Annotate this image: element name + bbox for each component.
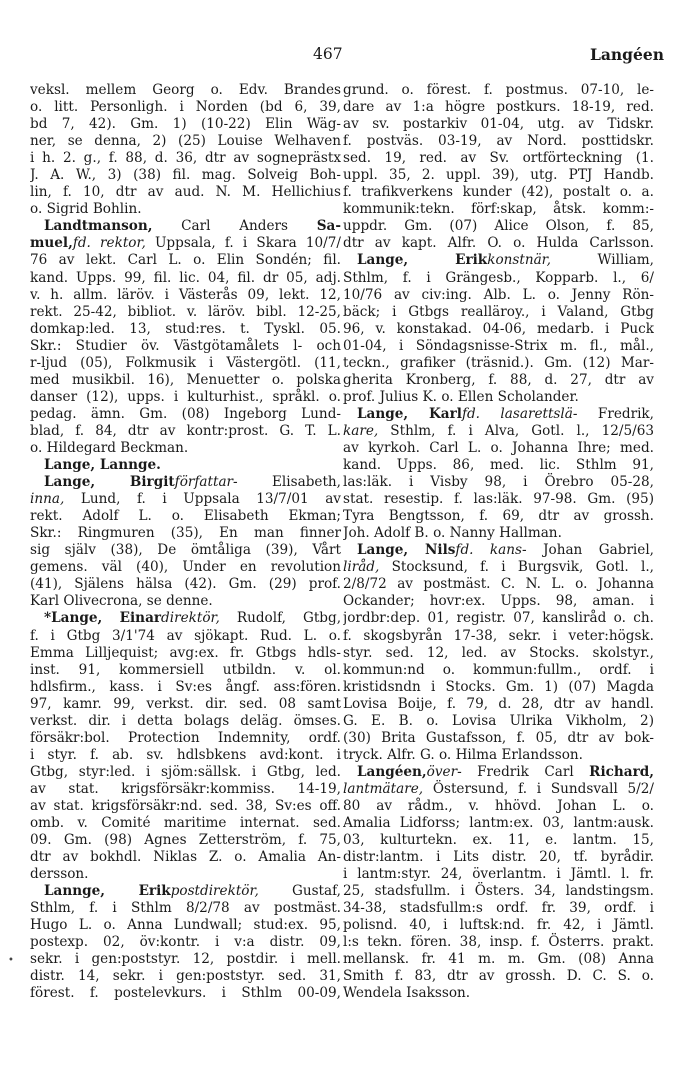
entry-title: liråd, — [343, 559, 380, 576]
text-line — [30, 798, 341, 815]
text-line — [343, 338, 654, 355]
text-line — [343, 628, 654, 645]
text-line — [30, 951, 341, 968]
entry-name: Lannge, Erik — [44, 883, 171, 900]
entry-text: jordbr:dep. 01, registr. 07, kansliråd o. ch. — [343, 610, 654, 627]
text-line — [30, 542, 341, 559]
entry-text: uppdr. Gm. (07) Alice Olson, f. 85, — [343, 218, 654, 235]
text-line — [30, 304, 341, 321]
text-line — [343, 440, 654, 457]
entry-text: Tyra Bengtsson, f. 69, dtr av grossh. — [343, 508, 654, 525]
text-line — [30, 218, 341, 235]
entry-text: distr. 14, sekr. i gen:poststyr. sed. 31, — [30, 968, 341, 985]
text-line — [343, 832, 654, 849]
text-line — [343, 167, 654, 184]
entry-text: Karl Olivecrona, se denne. — [30, 593, 213, 610]
entry-text: (41), Själens hälsa (42). Gm. (29) prof. — [30, 576, 341, 593]
text-line — [30, 201, 341, 218]
text-line — [343, 747, 654, 764]
text-line — [343, 235, 654, 252]
entry-text: (30) Brita Gustafsson, f. 05, dtr av bok- — [343, 729, 654, 746]
entry-text: G. E. B. o. Lovisa Ulrika Vikholm, 2) — [343, 712, 654, 729]
text-line — [30, 116, 341, 133]
text-line — [30, 832, 341, 849]
text-line — [343, 849, 654, 866]
entry-text: Stocksund, f. i Burgsvik, Gotl. l., — [379, 559, 654, 576]
text-line — [343, 525, 654, 542]
entry-text: inst. 91, kommersiell utbildn. v. ol. — [30, 661, 341, 678]
text-line — [343, 713, 654, 730]
entry-text: r-ljud (05), Folkmusik i Västergötl. (11, — [30, 354, 341, 371]
entry-text: gherita Kronberg, f. 88, d. 27, dtr av — [343, 371, 654, 388]
entry-text: 80 av rådm., v. hhövd. Johan L. o. — [343, 797, 654, 814]
entry-text: Lund, f. i Uppsala 13/7/01 av — [64, 491, 341, 508]
entry-text: 09. Gm. (98) Agnes Zetterström, f. 75, — [30, 832, 341, 849]
text-line — [30, 764, 341, 781]
entry-text: kand. Upps. 86, med. lic. Sthlm 91, — [343, 457, 654, 474]
entry-text: Ockander; hovr:ex. Upps. 98, aman. i — [343, 593, 654, 610]
text-line — [30, 423, 341, 440]
text-line — [343, 355, 654, 372]
text-line — [30, 985, 341, 1002]
text-line — [343, 508, 654, 525]
entry-text: Johan Gabriel, — [526, 542, 654, 559]
text-line — [343, 133, 654, 150]
entry-text: Rudolf, — [219, 610, 303, 627]
entry-text: i h. 2. g., f. 88, d. 36, dtr av sogneprästx — [30, 150, 341, 167]
entry-text: Wendela Isaksson. — [343, 985, 471, 1002]
entry-text: 96, v. konstakad. 04-06, medarb. i Puck — [343, 320, 654, 337]
entry-text: dare av 1:a högre postkurs. 18-19, red. — [343, 99, 654, 116]
entry-text: 97, kamr. 99, verkst. dir. sed. 08 samt — [30, 695, 341, 712]
text-line — [30, 849, 341, 866]
entry-text: Sthlm, f. i Alva, Gotl. l., 12/5/63 — [378, 422, 654, 439]
text-line — [343, 474, 654, 491]
text-line — [343, 593, 654, 610]
entry-title: fd. rektor, — [72, 235, 146, 252]
text-line — [343, 99, 654, 116]
entry-text: f. postväs. 03-19, av Nord. posttidskr. — [343, 133, 654, 150]
entry-text: av sv. postarkiv 01-04, utg. av Tidskr. — [343, 116, 654, 133]
entry-title: postdirektör, — [170, 883, 259, 900]
entry-text: danser (12), upps. i kulturhist., språkl. o. — [30, 388, 341, 405]
text-line — [30, 968, 341, 985]
text-line — [30, 662, 341, 679]
text-line — [30, 270, 341, 287]
entry-text: hdlsfirm., kass. i Sv:es ångf. ass:fören. — [30, 678, 341, 695]
entry-title: över- — [426, 763, 462, 780]
text-line — [30, 781, 341, 798]
text-line — [30, 372, 341, 389]
entry-text: tryck. Alfr. G. o. Hilma Erlandsson. — [343, 746, 583, 763]
text-line — [343, 815, 654, 832]
entry-text: las:läk. i Visby 98, i Örebro 05-28, — [343, 474, 654, 491]
entry-text: sekr. i gen:poststyr. 12, postdir. i mell. — [30, 951, 341, 968]
text-line — [30, 815, 341, 832]
entry-text: J. A. W., 3) (38) fil. mag. Solveig Boh- — [30, 167, 341, 184]
text-line — [343, 542, 654, 559]
entry-text: gemens. väl (40), Under en revolution — [30, 559, 341, 576]
text-line — [343, 985, 654, 1002]
margin-mark: • — [8, 955, 14, 966]
entry-name: Lange, Nils — [357, 542, 456, 559]
entry-text: pedag. ämn. Gm. (08) Ingeborg Lund- — [30, 405, 341, 422]
text-line — [343, 645, 654, 662]
text-line — [30, 917, 341, 934]
entry-text: William, — [551, 252, 654, 269]
entry-text: av stat. krigsförsäkr:kommiss. 14-19, — [30, 780, 341, 797]
entry-text: 25, stadsfullm. i Östers. 34, landstingsm. — [343, 883, 654, 900]
text-line — [30, 287, 341, 304]
text-line — [30, 934, 341, 951]
entry-text: Emma Lilljequist; avg:ex. fr. Gtbgs hdls- — [30, 644, 341, 661]
entry-text: polisnd. 40, i luftsk:nd. fr. 42, i Jämtl. — [343, 917, 654, 934]
entry-name: Richard, — [589, 763, 654, 780]
entry-text: kristidsndn i Stocks. Gm. 1) (07) Magda — [343, 678, 654, 695]
entry-text: verkst. dir. i detta bolags deläg. ömses. — [30, 712, 341, 729]
entry-title: fd. kans- — [455, 542, 527, 559]
entry-name: Langéen, — [357, 763, 427, 780]
entry-text: Elisabeth, — [237, 474, 341, 491]
text-line — [343, 883, 654, 900]
entry-text: sed. 19, red. av Sv. ortförteckning (1. — [343, 150, 654, 167]
entry-text: Fredrik Carl — [461, 763, 590, 780]
entry-text: Smith f. 83, dtr av grossh. D. C. S. o. — [343, 968, 654, 985]
entry-text: 2/8/72 av postmäst. C. N. L. o. Johanna — [343, 576, 654, 593]
text-line — [343, 968, 654, 985]
text-line — [343, 389, 654, 406]
text-line — [343, 610, 654, 627]
entry-text: Lovisa Boije, f. 79, d. 28, dtr av handl. — [343, 695, 654, 712]
text-line — [30, 338, 341, 355]
text-line — [30, 167, 341, 184]
entry-text: Fredrik, — [577, 405, 654, 422]
entry-text: blad, f. 84, dtr av kontr:prost. G. T. L. — [30, 422, 341, 439]
entry-text: f. skogsbyrån 17-38, sekr. i veter:högsk. — [343, 627, 654, 644]
text-line — [30, 713, 341, 730]
entry-text: Carl Anders — [152, 218, 317, 235]
text-line — [343, 491, 654, 508]
text-line — [30, 508, 341, 525]
text-line — [343, 866, 654, 883]
text-line — [343, 321, 654, 338]
entry-text: 03, kulturtekn. ex. 11, e. lantm. 15, — [343, 832, 654, 849]
text-line — [30, 184, 341, 201]
text-line — [30, 133, 341, 150]
text-line — [343, 270, 654, 287]
entry-text: styr. sed. 12, led. av Stocks. skolstyr., — [343, 644, 654, 661]
entry-text: grund. o. förest. f. postmus. 07-10, le- — [343, 82, 654, 98]
text-line — [30, 150, 341, 167]
text-line — [343, 696, 654, 713]
entry-text: distr:lantm. i Lits distr. 20, tf. byrådir. — [343, 849, 654, 866]
entry-text: Sthlm, f. i Grängesb., Kopparb. l., 6/ — [343, 269, 654, 286]
text-line — [30, 355, 341, 372]
entry-text: o. Hildegard Beckman. — [30, 439, 189, 456]
text-line — [30, 406, 341, 423]
text-line — [30, 525, 341, 542]
entry-text: domkap:led. 13, stud:res. t. Tyskl. 05. — [30, 320, 341, 337]
text-line — [30, 628, 341, 645]
text-line — [30, 593, 341, 610]
entry-text: Gtbg, styr:led. i sjöm:sällsk. i Gtbg, led. — [30, 763, 341, 780]
entry-text: 34-38, stadsfullm:s ordf. fr. 39, ordf. i — [343, 900, 654, 917]
text-line — [343, 201, 654, 218]
entry-text: kommun:nd o. kommun:fullm., ordf. i — [343, 661, 654, 678]
entry-text: rekt. Adolf L. o. Elisabeth Ekman; — [30, 508, 341, 525]
entry-text: f. trafikverkens kunder (42), postalt o. a. — [343, 184, 654, 201]
entry-text: Sthlm, f. i Sthlm 8/2/78 av postmäst. — [30, 900, 341, 917]
right-column — [343, 82, 654, 1003]
entry-text: 76 av lekt. Carl L. o. Elin Sondén; fil. — [30, 252, 341, 269]
entry-text: Östersund, f. i Sundsvall 5/2/ — [423, 780, 654, 797]
entry-text: stat. resestip. f. las:läk. 97-98. Gm. (95) — [343, 491, 654, 508]
entry-text: förest. f. postelevkurs. i Sthlm 00-09, — [30, 985, 341, 1002]
entry-name: *Lange, Einar — [44, 610, 162, 627]
text-line — [30, 235, 341, 252]
entry-text: 01-04, i Söndagsnisse-Strix m. fl., mål., — [343, 337, 654, 354]
entry-text: Amalia Lidforss; lantm:ex. 03, lantm:ausk. — [343, 815, 654, 832]
text-line — [30, 696, 341, 713]
entry-text: teckn., grafiker (träsnid.). Gm. (12) Mar- — [343, 354, 654, 371]
entry-title: inna, — [30, 491, 65, 508]
text-line — [30, 252, 341, 269]
text-line — [343, 150, 654, 167]
running-head: Langéen — [589, 45, 664, 64]
left-column — [30, 82, 341, 1003]
text-line — [343, 662, 654, 679]
entry-text: mellansk. fr. 41 m. m. Gm. (08) Anna — [343, 951, 654, 968]
entry-text: av stat. krigsförsäkr:nd. sed. 38, Sv:es off. — [30, 797, 341, 814]
text-line — [343, 82, 654, 99]
text-line — [30, 883, 341, 900]
entry-text: o. litt. Personligh. i Norden (bd 6, 39, — [30, 99, 341, 116]
entry-text: kand. Upps. 99, fil. lic. 04, fil. dr 05, adj. — [30, 269, 341, 286]
entry-name: Lange, Erik — [357, 252, 488, 269]
entry-text: av kyrkoh. Carl L. o. Johanna Ihre; med. — [343, 439, 654, 456]
text-line — [30, 610, 341, 627]
entry-text: v. h. allm. läröv. i Västerås 09, lekt. 12, — [30, 286, 341, 303]
text-line — [343, 576, 654, 593]
entry-text: Hugo L. o. Anna Lundwall; stud:ex. 95, — [30, 917, 341, 934]
text-line — [343, 798, 654, 815]
entry-title: direktör, — [161, 610, 220, 627]
entry-text: prof. Julius K. o. Ellen Scholander. — [343, 388, 579, 405]
entry-text: l:s tekn. fören. 38, insp. f. Österrs. prakt. — [343, 934, 654, 951]
text-line — [343, 406, 654, 423]
entry-text: Gustaf, — [258, 883, 341, 900]
entry-text: dersson. — [30, 866, 89, 883]
text-line — [343, 951, 654, 968]
text-line — [343, 559, 654, 576]
text-line — [30, 559, 341, 576]
text-line — [343, 730, 654, 747]
entry-text: omb. v. Comité maritime internat. sed. — [30, 815, 341, 832]
entry-title: fd. lasarettslä- — [461, 405, 578, 422]
entry-text: i styr. f. ab. sv. hdlsbkens avd:kont. i — [30, 746, 341, 763]
entry-text: dtr av kapt. Alfr. O. o. Hulda Carlsson. — [343, 235, 654, 252]
entry-title: konstnär, — [487, 252, 552, 269]
text-line — [30, 491, 341, 508]
entry-name: Lange, Lannge. — [44, 457, 161, 474]
entry-title: författar- — [174, 474, 238, 491]
entry-name: Landtmanson, — [44, 218, 153, 235]
text-line — [343, 287, 654, 304]
text-line — [343, 900, 654, 917]
entry-text: 10/76 av civ:ing. Alb. L. o. Jenny Rön- — [343, 286, 654, 303]
page-number: 467 — [313, 45, 343, 63]
text-line — [343, 304, 654, 321]
entry-text: rekt. 25-42, bibliot. v. läröv. bibl. 12-25, — [30, 303, 341, 320]
text-line — [343, 781, 654, 798]
text-line — [343, 372, 654, 389]
text-line — [343, 218, 654, 235]
entry-text: Skr.: Ringmuren (35), En man finner — [30, 525, 341, 542]
text-line — [30, 679, 341, 696]
entry-text: i lantm:styr. 24, överlantm. i Jämtl. l. fr. — [343, 866, 654, 883]
text-line — [30, 99, 341, 116]
entry-text: f. i Gtbg 3/1'74 av sjökapt. Rud. L. o. — [30, 627, 341, 644]
entry-text: med musikbil. 16), Menuetter o. polska — [30, 371, 341, 388]
entry-text: Gtbg, — [302, 610, 341, 627]
entry-text: lin, f. 10, dtr av aud. N. M. Hellichius — [30, 184, 341, 201]
entry-text: Joh. Adolf B. o. Nanny Hallman. — [343, 525, 562, 542]
entry-text: veksl. mellem Georg o. Edv. Brandes — [30, 82, 341, 98]
text-line — [343, 917, 654, 934]
text-line — [30, 900, 341, 917]
entry-name: Sa- — [316, 218, 341, 235]
text-line — [30, 82, 341, 99]
text-line — [343, 116, 654, 133]
entry-text: postexp. 02, öv:kontr. i v:a distr. 09, — [30, 934, 341, 951]
text-line — [30, 866, 341, 883]
entry-text: bd 7, 42). Gm. 1) (10-22) Elin Wäg- — [30, 116, 341, 133]
entry-name: Lange, Birgit — [44, 474, 175, 491]
entry-text: uppl. 35, 2. uppl. 39), utg. PTJ Handb. — [343, 167, 654, 184]
entry-text: o. Sigrid Bohlin. — [30, 201, 142, 218]
text-line — [343, 252, 654, 269]
entry-text: sig själv (38), De ömtåliga (39), Vårt — [30, 542, 341, 559]
entry-text: försäkr:bol. Protection Indemnity, ordf. — [30, 729, 341, 746]
text-line — [30, 389, 341, 406]
entry-text: Skr.: Studier öv. Västgötamålets l- och — [30, 337, 341, 354]
entry-title: kare, — [343, 422, 379, 439]
entry-name: muel, — [30, 235, 73, 252]
text-line — [30, 576, 341, 593]
text-line — [343, 457, 654, 474]
text-line — [30, 474, 341, 491]
entry-text: dtr av bokhdl. Niklas Z. o. Amalia An- — [30, 849, 341, 866]
text-line — [30, 457, 341, 474]
text-line — [343, 764, 654, 781]
entry-text: kommunik:tekn. förf:skap, åtsk. komm:- — [343, 201, 654, 218]
text-line — [30, 645, 341, 662]
entry-text: Uppsala, f. i Skara 10/7/ — [145, 235, 341, 252]
entry-title: lantmätare, — [343, 780, 424, 797]
entry-text: ner, se denna, 2) (25) Louise Welhaven — [30, 133, 341, 150]
text-line — [343, 934, 654, 951]
text-line — [343, 184, 654, 201]
text-line — [30, 730, 341, 747]
text-line — [343, 679, 654, 696]
text-line — [30, 321, 341, 338]
text-line — [343, 423, 654, 440]
text-line — [30, 747, 341, 764]
entry-text: bäck; i Gtbgs realläroy., i Valand, Gtbg — [343, 303, 654, 320]
entry-name: Lange, Karl — [357, 405, 462, 422]
text-line — [30, 440, 341, 457]
